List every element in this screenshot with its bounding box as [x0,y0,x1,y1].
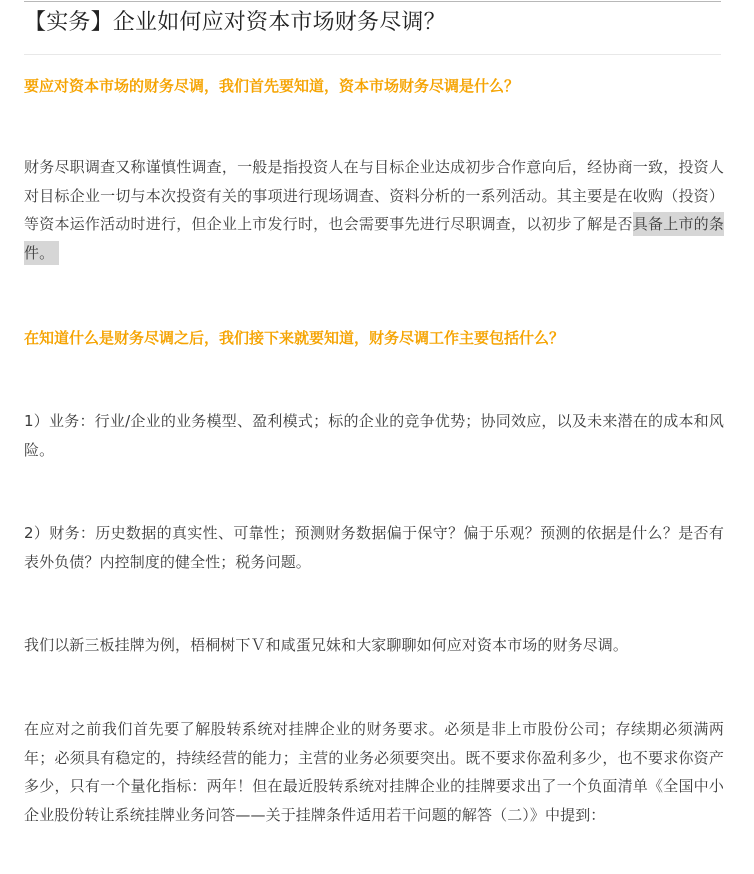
paragraph-definition-text: 财务尽职调查又称谨慎性调查，一般是指投资人在与目标企业达成初步合作意向后，经协商一致，投资人对目标企业一切与本次投资有关的事项进行现场调查、资料分析的一系列活动。其主要是在收购（投资）等资本运作活动时进行，但企业上市发行时，也会需要事先进行尽职调查，以初步了解是否 [24,158,724,233]
list-item-business: 1）业务：行业/企业的业务模型、盈利模式；标的企业的竞争优势；协同效应，以及未来潜在的成本和风险。 [24,412,724,459]
top-divider [24,1,721,2]
title-divider [24,54,721,55]
section-heading-scope: 在知道什么是财务尽调之后，我们接下来就要知道，财务尽调工作主要包括什么？ [24,329,565,347]
paragraph-intro: 我们以新三板挂牌为例，梧桐树下Ｖ和咸蛋兄妹和大家聊聊如何应对资本市场的财务尽调。 [24,636,629,654]
article-title: 【实务】企业如何应对资本市场财务尽调？ [24,10,446,35]
paragraph-requirements: 在应对之前我们首先要了解股转系统对挂牌企业的财务要求。必须是非上市股份公司；存续期必须满两年；必须具有稳定的，持续经营的能力；主营的业务必须要突出。既不要求你盈利多少，也不要求你资产多少，只有一个量化指标：两年！但在最近股转系统对挂牌企业的挂牌要求出了一个负面清单《全国中小企业股份转让系统挂牌业务问答——关于挂牌条件适用若干问题的解答（二）》中提到： [24,720,724,824]
section-heading-what-is-due-diligence: 要应对资本市场的财务尽调，我们首先要知道，资本市场财务尽调是什么？ [24,77,520,95]
paragraph-definition [24,153,724,267]
highlighted-text: 具备上市的条件。 [24,212,724,265]
list-item-finance: 2）财务：历史数据的真实性、可靠性；预测财务数据偏于保守？偏于乐观？预测的依据是什么？是否有表外负债？内控制度的健全性；税务问题。 [24,524,724,571]
